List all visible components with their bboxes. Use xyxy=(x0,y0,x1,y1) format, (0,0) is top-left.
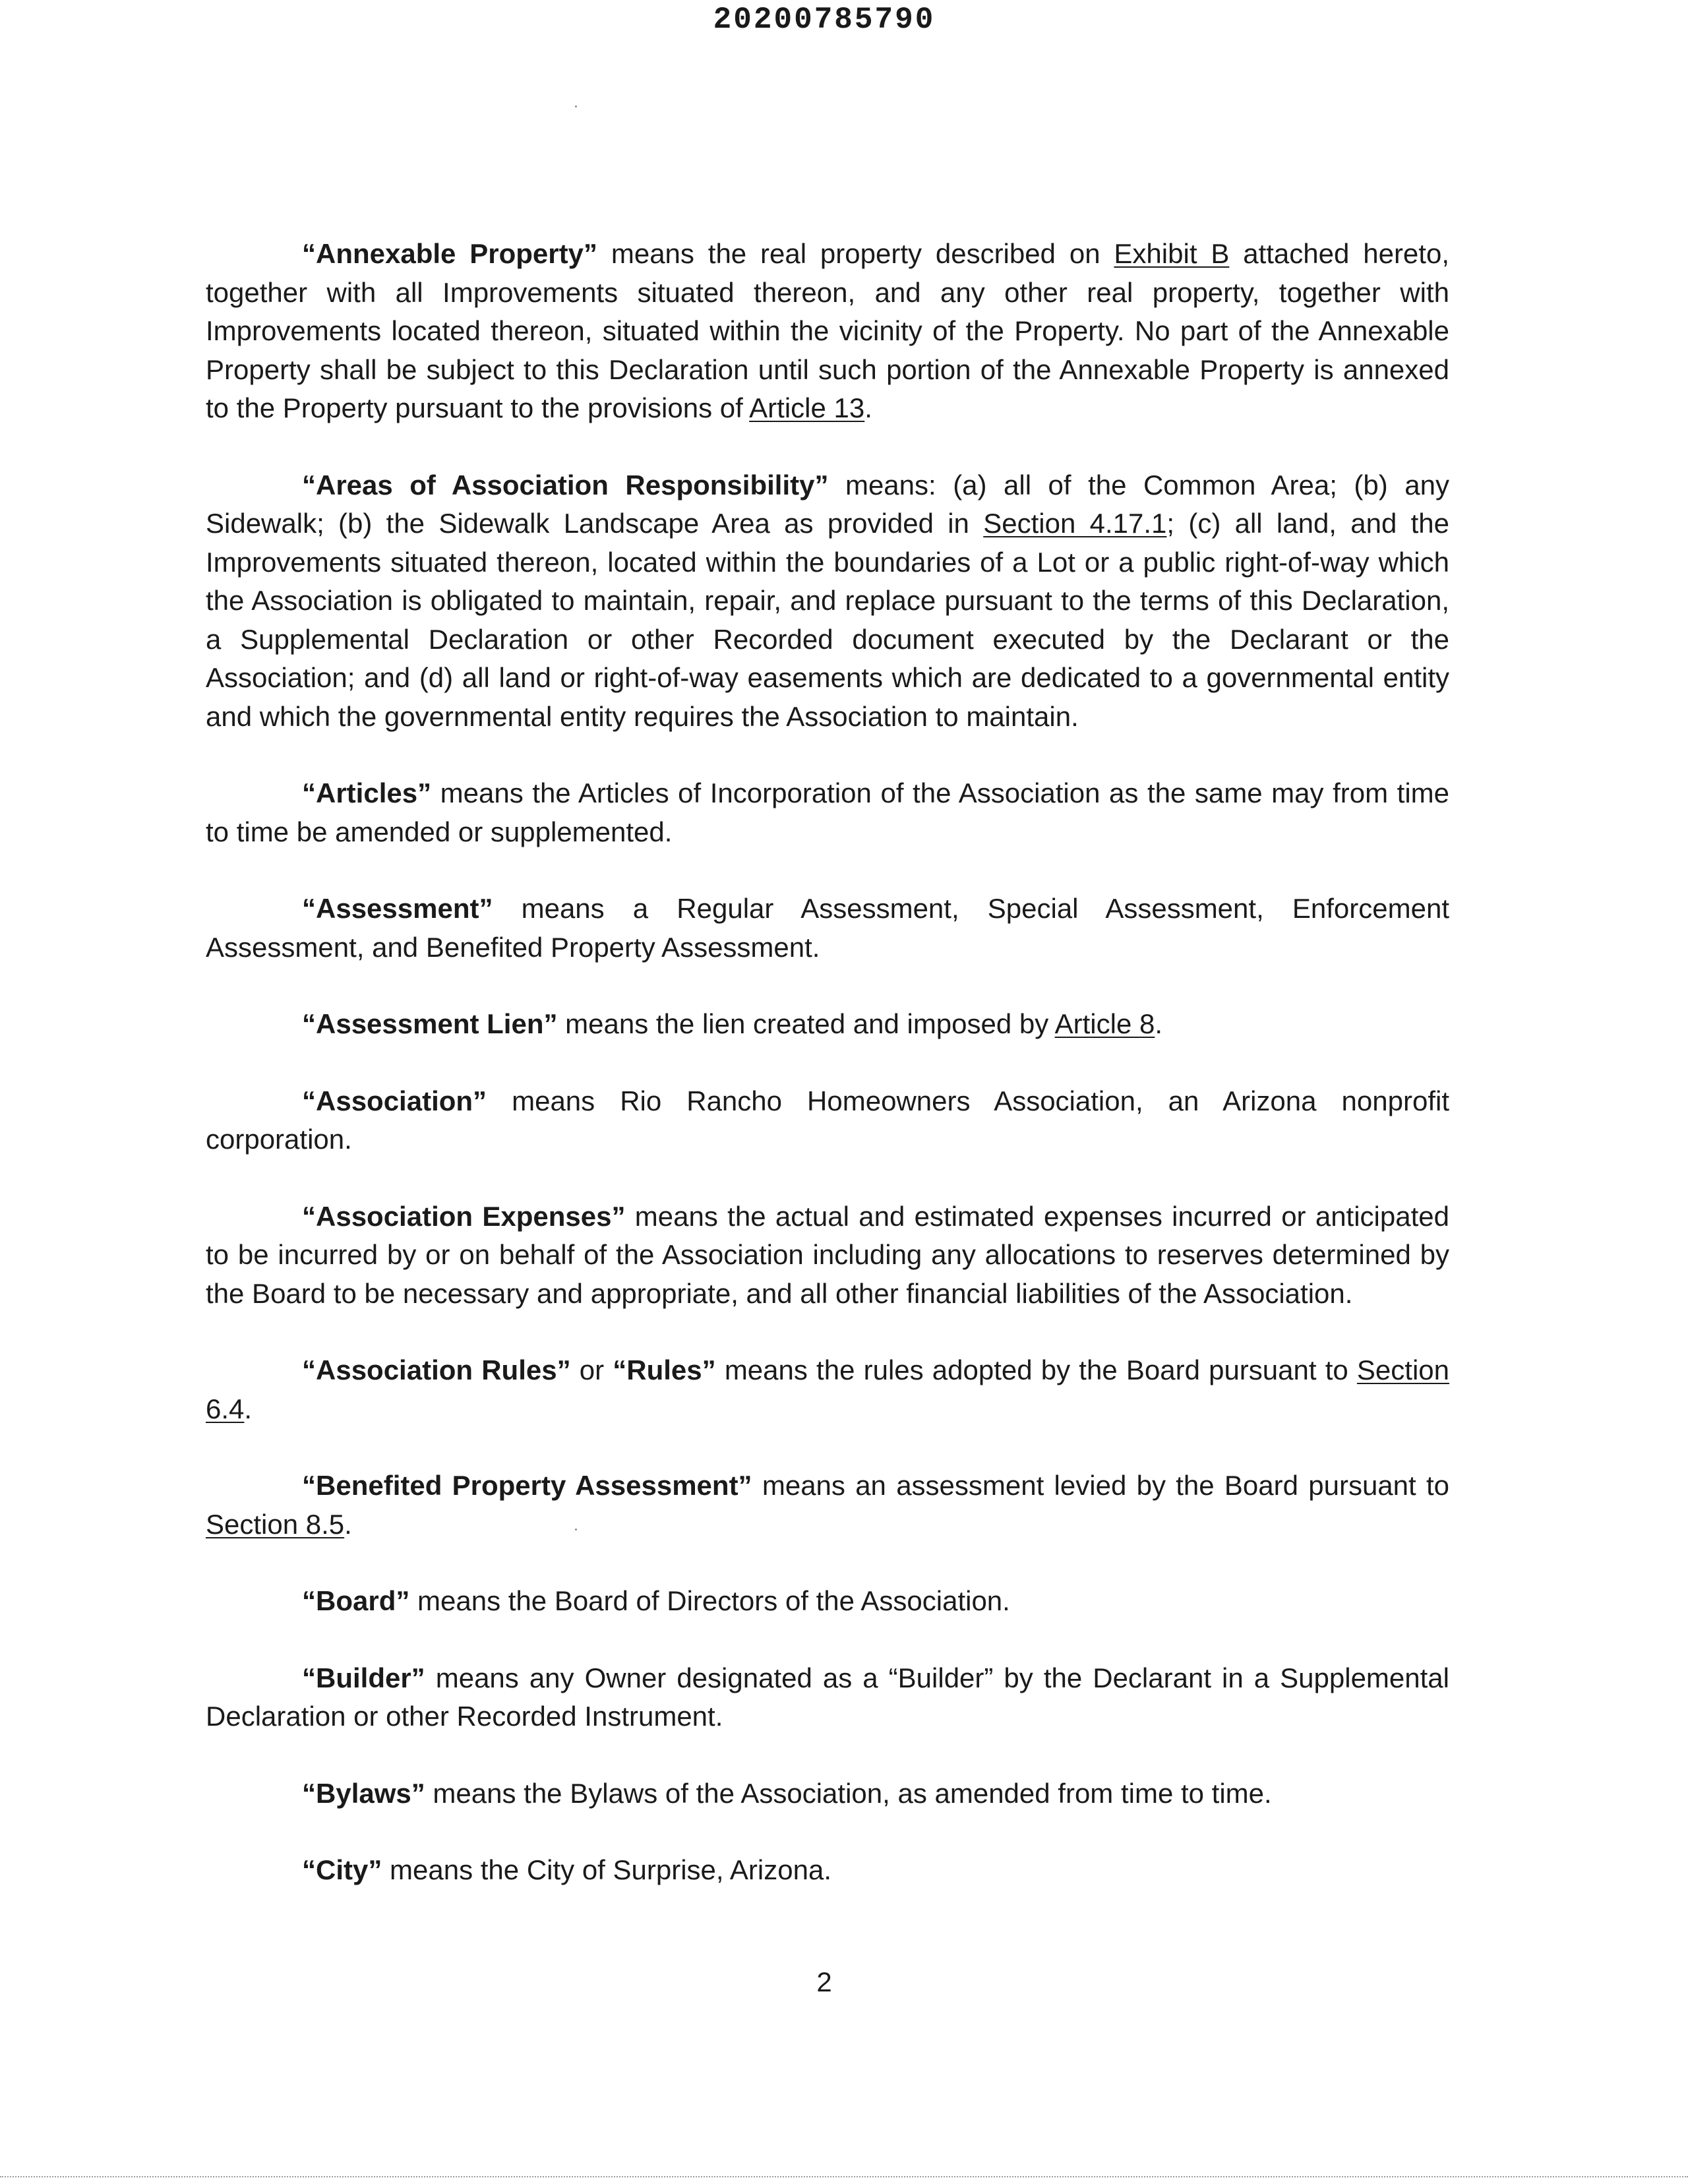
definition-text: or xyxy=(570,1354,613,1385)
definition-paragraph xyxy=(206,1005,1449,1044)
defined-term: “Annexable Property” xyxy=(302,238,597,269)
defined-term: “Areas of Association Responsibility” xyxy=(302,469,829,501)
defined-term: “Association Rules” xyxy=(302,1354,571,1385)
definition-paragraph xyxy=(206,1082,1449,1159)
definition-paragraph xyxy=(206,1198,1449,1314)
cross-reference: Section 4.17.1 xyxy=(983,508,1167,539)
definition-text: means the Board of Directors of the Association. xyxy=(409,1585,1010,1616)
definition-paragraph xyxy=(206,1351,1449,1428)
defined-term: “Assessment” xyxy=(302,893,493,924)
definitions-list xyxy=(206,235,1449,1928)
definition-text: means the Bylaws of the Association, as amended from time to time. xyxy=(425,1777,1272,1809)
definition-text: . xyxy=(864,392,872,423)
defined-term: “Benefited Property Assessment” xyxy=(302,1470,752,1501)
definition-paragraph xyxy=(206,890,1449,967)
cross-reference: Exhibit B xyxy=(1114,238,1230,269)
definition-paragraph xyxy=(206,1851,1449,1890)
definition-text: means: (a) all of the Common Area; (b) any Sidewalk; (b) the Sidewalk Landscape Area as provided in xyxy=(206,469,1449,539)
definition-paragraph xyxy=(206,1582,1449,1621)
definition-text: attached hereto, together with all Improvements situated thereon, and any other real property, together with Improvements located thereon, situated within the vicinity of the Property. No part of the Annexable Property shall be subject to this Declaration until such portion of the Annexable Property is annexed to the Property pursuant to the provisions of xyxy=(206,238,1449,423)
definition-paragraph xyxy=(206,1774,1449,1813)
definition-text: means the actual and estimated expenses incurred or anticipated to be incurred by or on behalf of the Association including any allocations to reserves determined by the Board to be necessary and appropriate, and all other financial liabilities of the Association. xyxy=(206,1200,1449,1309)
definition-text: . xyxy=(344,1508,352,1540)
definition-paragraph xyxy=(206,1659,1449,1736)
defined-term: “Builder” xyxy=(302,1662,425,1693)
defined-term: “Bylaws” xyxy=(302,1777,425,1809)
definition-paragraph xyxy=(206,774,1449,851)
cross-reference: Article 13 xyxy=(749,392,865,423)
defined-term: “City” xyxy=(302,1854,382,1885)
definition-text: means the real property described on xyxy=(597,238,1114,269)
definition-paragraph xyxy=(206,1467,1449,1544)
definition-text: means the lien created and imposed by xyxy=(557,1008,1055,1039)
defined-term: “Assessment Lien” xyxy=(302,1008,558,1039)
definition-paragraph xyxy=(206,466,1449,737)
defined-term: “Articles” xyxy=(302,777,432,808)
defined-term: “Board” xyxy=(302,1585,410,1616)
definition-paragraph xyxy=(206,235,1449,428)
definition-text: . xyxy=(244,1393,253,1424)
scan-edge-line xyxy=(0,2176,1688,2177)
cross-reference: Article 8 xyxy=(1054,1008,1155,1039)
defined-term: “Association Expenses” xyxy=(302,1200,626,1232)
defined-term: “Rules” xyxy=(613,1354,716,1385)
definition-text: means any Owner designated as a “Builder” by the Declarant in a Supplemental Declaration or other Recorded Instrument. xyxy=(206,1662,1449,1732)
definition-text: ; (c) all land, and the Improvements situated thereon, located within the boundaries of a Lot or a public right-of-way which the Association is obligated to maintain, repair, and replace pursuant to the terms of this Declaration, a Supplemental Declaration or other Recorded document executed by the Declarant or the Association; and (d) all land or right-of-way easements which are dedicated to a governmental entity and which the governmental entity requires the Association to maintain. xyxy=(206,508,1450,732)
scan-speck xyxy=(575,106,577,107)
definition-text: means the Articles of Incorporation of the Association as the same may from time to time be amended or supplemented. xyxy=(206,777,1449,847)
definition-text: means the rules adopted by the Board pursuant to xyxy=(715,1354,1357,1385)
scan-speck xyxy=(575,1529,577,1531)
definition-text: means Rio Rancho Homeowners Association, an Arizona nonprofit corporation. xyxy=(206,1085,1449,1155)
definition-text: means a Regular Assessment, Special Assessment, Enforcement Assessment, and Benefited Property Assessment. xyxy=(206,893,1449,963)
cross-reference: Section 8.5 xyxy=(206,1508,345,1540)
document-number: 20200785790 xyxy=(713,3,936,37)
page-number: 2 xyxy=(816,1966,832,1997)
definition-text: means an assessment levied by the Board pursuant to xyxy=(752,1470,1450,1501)
definition-text: . xyxy=(1155,1008,1163,1039)
defined-term: “Association” xyxy=(302,1085,487,1116)
definition-text: means the City of Surprise, Arizona. xyxy=(382,1854,831,1885)
cross-reference: Section 6.4 xyxy=(206,1354,1449,1424)
